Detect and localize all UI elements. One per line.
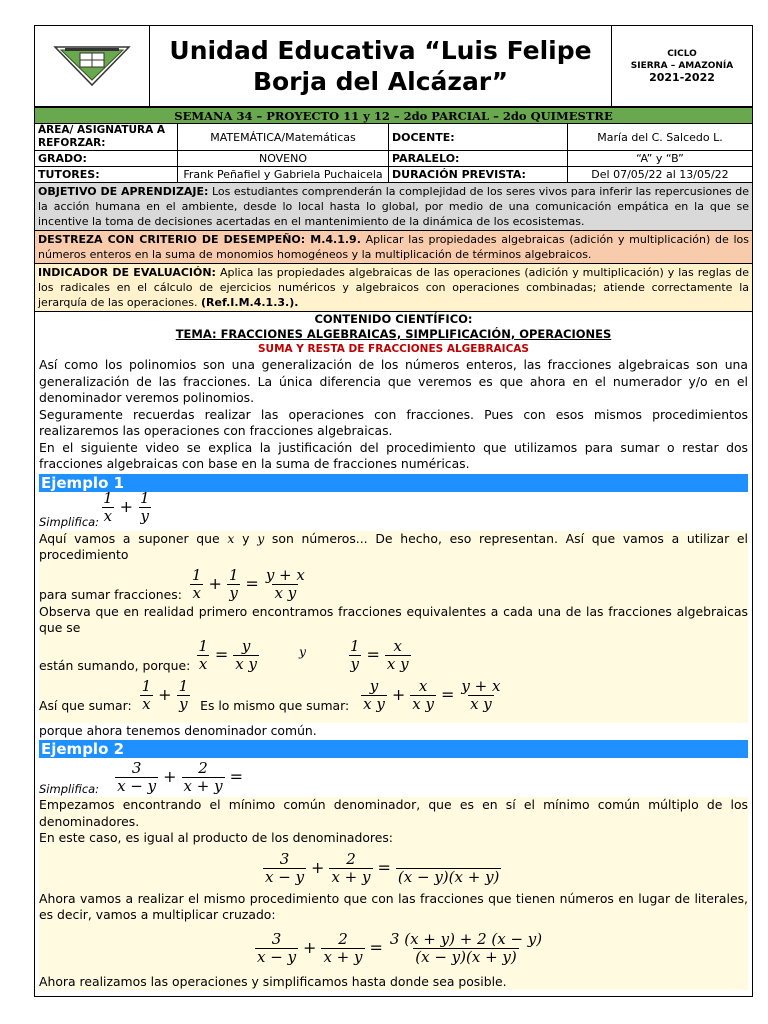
grado-label: GRADO:	[35, 151, 178, 167]
cycle-region: SIERRA – AMAZONÍA	[630, 61, 734, 71]
math-fraction	[101, 490, 115, 525]
math-operator: =	[366, 644, 380, 664]
math-fraction	[263, 851, 306, 886]
suppose-line: Aquí vamos a suponer que x y y son números... De hecho, eso representan. Así que vamos a utilizar el procedimiento	[39, 530, 748, 562]
product-equation	[39, 847, 748, 891]
math-term: x + y	[323, 948, 363, 966]
topic-subtitle: SUMA Y RESTA DE FRACCIONES ALGEBRAICAS	[257, 343, 529, 355]
school-year: 2021-2022	[649, 71, 715, 84]
worksheet-page	[34, 25, 753, 997]
objetivo-text: Los estudiantes comprenderán la complejidad de los seres vivos para inferir las repercusiones de la acción humana en el ambiente, desde lo local hasta lo global, por medio de una comunicación empática en la que se incentive la toma de decisiones acertadas en el mantenimiento de la dinámica de los ecosistemas.	[38, 185, 749, 228]
cycle-label: CICLO	[667, 49, 697, 59]
math-term: x − y	[117, 777, 157, 795]
math-fraction	[138, 490, 152, 525]
destreza-text: Aplicar las propiedades algebraicas (adición y multiplicación) de los números enteros en la suma de monomios homogéneos y la multiplicación de términos algebraicos.	[38, 233, 749, 261]
grado-value: NOVENO	[178, 151, 389, 167]
math-fraction	[361, 678, 387, 713]
observe-line: Observa que en realidad primero encontramos fracciones equivalentes a cada una de las fracciones algebraicas que se	[39, 603, 748, 635]
simplifica-label: Simplifica:	[39, 515, 100, 529]
math-fraction	[196, 638, 210, 673]
example-1-banner: Ejemplo 1	[39, 474, 748, 492]
intro-paragraph-2: Seguramente recuerdas realizar las operaciones con fracciones. Pues con esos mismos procedimientos realizaremos las operaciones con fracciones algebraicas.	[39, 406, 748, 438]
school-title: Unidad Educativa “Luis Felipe Borja del Alcázar”	[150, 26, 612, 107]
math-term: x	[192, 583, 201, 602]
header-table	[34, 25, 753, 107]
math-operator: +	[208, 573, 222, 593]
math-operator: =	[369, 938, 383, 958]
math-term: (x − y)(x + y)	[415, 948, 517, 966]
duracion-value: Del 07/05/22 al 13/05/22	[568, 167, 753, 183]
intro-paragraph-3: En el siguiente video se explica la justificación del procedimiento que utilizamos para sumar o restar dos fracciones algebraicas con base en la suma de fracciones numéricas.	[39, 439, 748, 471]
destreza-label: DESTREZA CON CRITERIO DE DESEMPEÑO: M.4.1.9.	[38, 233, 361, 246]
math-term: x	[227, 530, 235, 546]
indicador-text: Aplica las propiedades algebraicas de las operaciones (adición y multiplicación) y las reglas de los radicales en el cálculo de ejercicios numéricos y algebraicos con operaciones combinadas; atiende correctamente la jerarquía de las operaciones.	[38, 266, 749, 309]
math-operator: +	[303, 938, 317, 958]
math-operator: =	[377, 858, 391, 878]
example-2-banner: Ejemplo 2	[39, 740, 748, 758]
objetivo-label: OBJETIVO DE APRENDIZAJE:	[38, 185, 209, 198]
math-fraction	[410, 678, 436, 713]
tutores-value: Frank Peñafiel y Gabriela Puchaicela	[178, 167, 389, 183]
docente-label: DOCENTE:	[389, 124, 568, 151]
math-operator: =	[245, 573, 259, 593]
content-section	[34, 312, 753, 997]
info-table	[34, 107, 753, 312]
math-term: y	[241, 636, 251, 655]
math-term: x − y	[257, 948, 297, 966]
math-term: y + x	[265, 565, 305, 584]
math-term: 1	[178, 676, 189, 695]
intro-paragraph-1: Así como los polinomios son una generalización de los números enteros, las fracciones algebraicas son una generalización de las fracciones. La única diferencia que veremos es que ahora en el numerador y/o en el denominador veremos polinomios.	[39, 357, 748, 405]
math-fraction	[227, 567, 241, 602]
cross-multiply-equation	[39, 924, 748, 974]
destreza-block	[35, 231, 753, 264]
math-operator: +	[158, 684, 172, 704]
math-term: 1	[103, 488, 113, 507]
math-operator: =	[440, 684, 455, 704]
math-term: y	[140, 506, 150, 525]
math-fraction	[177, 678, 191, 713]
math-term: 2	[338, 930, 348, 948]
math-term: x	[142, 694, 151, 713]
math-fraction	[348, 638, 362, 673]
math-fraction	[182, 760, 225, 795]
math-operator: +	[163, 767, 177, 787]
math-term: x + y	[331, 868, 371, 886]
example-1-problem	[39, 488, 748, 531]
math-term: 1	[141, 676, 152, 695]
math-term: x y	[470, 694, 492, 713]
math-fraction	[385, 638, 411, 673]
indicador-label: INDICADOR DE EVALUACIÓN:	[38, 266, 216, 279]
math-term: 3	[271, 930, 282, 948]
week-banner: SEMANA 34 – PROYECTO 11 y 12 – 2do PARCIAL – 2do QUIMESTRE	[35, 108, 753, 124]
cross-multiply-line: Ahora vamos a realizar el mismo procedimiento que con las fracciones que tienen números en lugar de literales, es decir, vamos a multiplicar cruzado:	[39, 890, 748, 922]
math-term: x y	[274, 583, 297, 602]
mcd-line: Empezamos encontrando el mínimo común denominador, que es en sí el mínimo común múltiplo de los denominadores.	[39, 797, 748, 829]
math-term: x y	[235, 654, 257, 673]
content-heading: CONTENIDO CIENTÍFICO:	[314, 312, 473, 326]
math-term: x y	[412, 694, 434, 713]
math-term: y	[350, 654, 359, 673]
duracion-label: DURACIÓN PREVISTA:	[389, 167, 568, 183]
math-operator: =	[229, 767, 243, 787]
problem-expression-2	[113, 760, 246, 795]
example-1-body	[39, 531, 748, 723]
math-term: y	[369, 676, 379, 695]
paralelo-value: “A” y “B”	[568, 151, 753, 167]
logo-cell	[35, 26, 150, 107]
simplify-line: Ahora realizamos las operaciones y simplificamos hasta donde sea posible.	[39, 973, 507, 989]
common-denominator-line: Así que sumar: $\frac{1}{x}$ + $\frac{1}{y}$ Es lo mismo que sumar: $\frac{y}{\text{x y}}$ + $\frac{x}{\text{x y}}$ = $\frac{y + x}{\text{x y}}$	[39, 676, 501, 713]
math-term: x y	[363, 694, 385, 713]
math-term: x y	[386, 654, 409, 673]
math-term: y	[298, 644, 306, 659]
math-fraction	[140, 678, 154, 713]
math-fraction	[190, 567, 204, 602]
math-term: x	[103, 506, 113, 525]
math-operator: =	[214, 644, 229, 664]
math-term: 1	[198, 636, 208, 655]
topic-title: TEMA: FRACCIONES ALGEBRAICAS, SIMPLIFICACIÓN, OPERACIONES	[175, 327, 612, 341]
area-label: ÁREA/ ASIGNATURA A REFORZAR:	[35, 124, 178, 151]
math-fraction	[388, 931, 544, 966]
math-term: 3	[131, 759, 142, 777]
math-term: x − y	[265, 868, 305, 886]
math-fraction	[264, 567, 307, 602]
math-term: 1	[349, 636, 360, 655]
equivalent-fractions-line: están sumando, porque: $\frac{1}{x}$ = $\frac{y}{\text{x y}}$ y $\frac{1}{y}$ = $\frac{x}{\text{x y}}$	[39, 636, 409, 673]
math-fraction	[233, 638, 259, 673]
math-fraction	[115, 760, 158, 795]
math-fraction	[459, 678, 502, 713]
math-term: x	[418, 676, 428, 695]
math-fraction	[396, 851, 501, 886]
math-term: 3 (x + y) + 2 (x − y)	[389, 930, 543, 948]
math-fraction	[321, 931, 364, 966]
math-term	[397, 851, 501, 868]
math-fraction	[255, 931, 298, 966]
math-term: 2	[346, 850, 356, 868]
paralelo-label: PARALELO:	[389, 151, 568, 167]
cycle-info	[612, 26, 753, 107]
example-2-body	[39, 797, 748, 990]
math-term: 1	[140, 488, 150, 507]
product-line: En este caso, es igual al producto de los denominadores:	[39, 830, 393, 845]
math-term: 1	[191, 565, 202, 584]
sum-procedure-line: para sumar fracciones: $\frac{1}{x}$ + $\frac{1}{y}$ = $\frac{y + x}{\text{x y}}$	[39, 565, 305, 602]
docente-value: María del C. Salcedo L.	[568, 124, 753, 151]
common-denominator-note: porque ahora tenemos denominador común.	[39, 722, 317, 738]
math-term: x	[393, 636, 402, 655]
math-term: y	[229, 583, 238, 602]
school-crest-icon	[53, 43, 131, 87]
indicador-ref: (Ref.I.M.4.1.3.).	[200, 296, 299, 309]
simplifica-label-2: Simplifica:	[39, 781, 100, 796]
math-term: 3	[279, 850, 290, 868]
math-operator: +	[119, 496, 134, 516]
math-term: y	[179, 694, 188, 713]
tutores-label: TUTORES:	[35, 167, 178, 183]
objetivo-block	[35, 183, 753, 231]
area-value: MATEMÁTICA/Matemáticas	[178, 124, 389, 151]
math-term: 2	[198, 759, 208, 777]
indicador-block	[35, 264, 753, 312]
math-term: (x − y)(x + y)	[397, 868, 500, 886]
math-fraction	[329, 851, 372, 886]
math-term: x	[198, 654, 208, 673]
example-2-problem	[39, 759, 748, 797]
problem-expression	[99, 490, 154, 525]
math-operator: +	[391, 684, 406, 704]
math-term: y	[257, 530, 265, 546]
math-operator: +	[311, 858, 325, 878]
math-term: y + x	[461, 676, 501, 695]
math-term: 1	[228, 565, 239, 584]
math-term: x + y	[183, 777, 223, 795]
